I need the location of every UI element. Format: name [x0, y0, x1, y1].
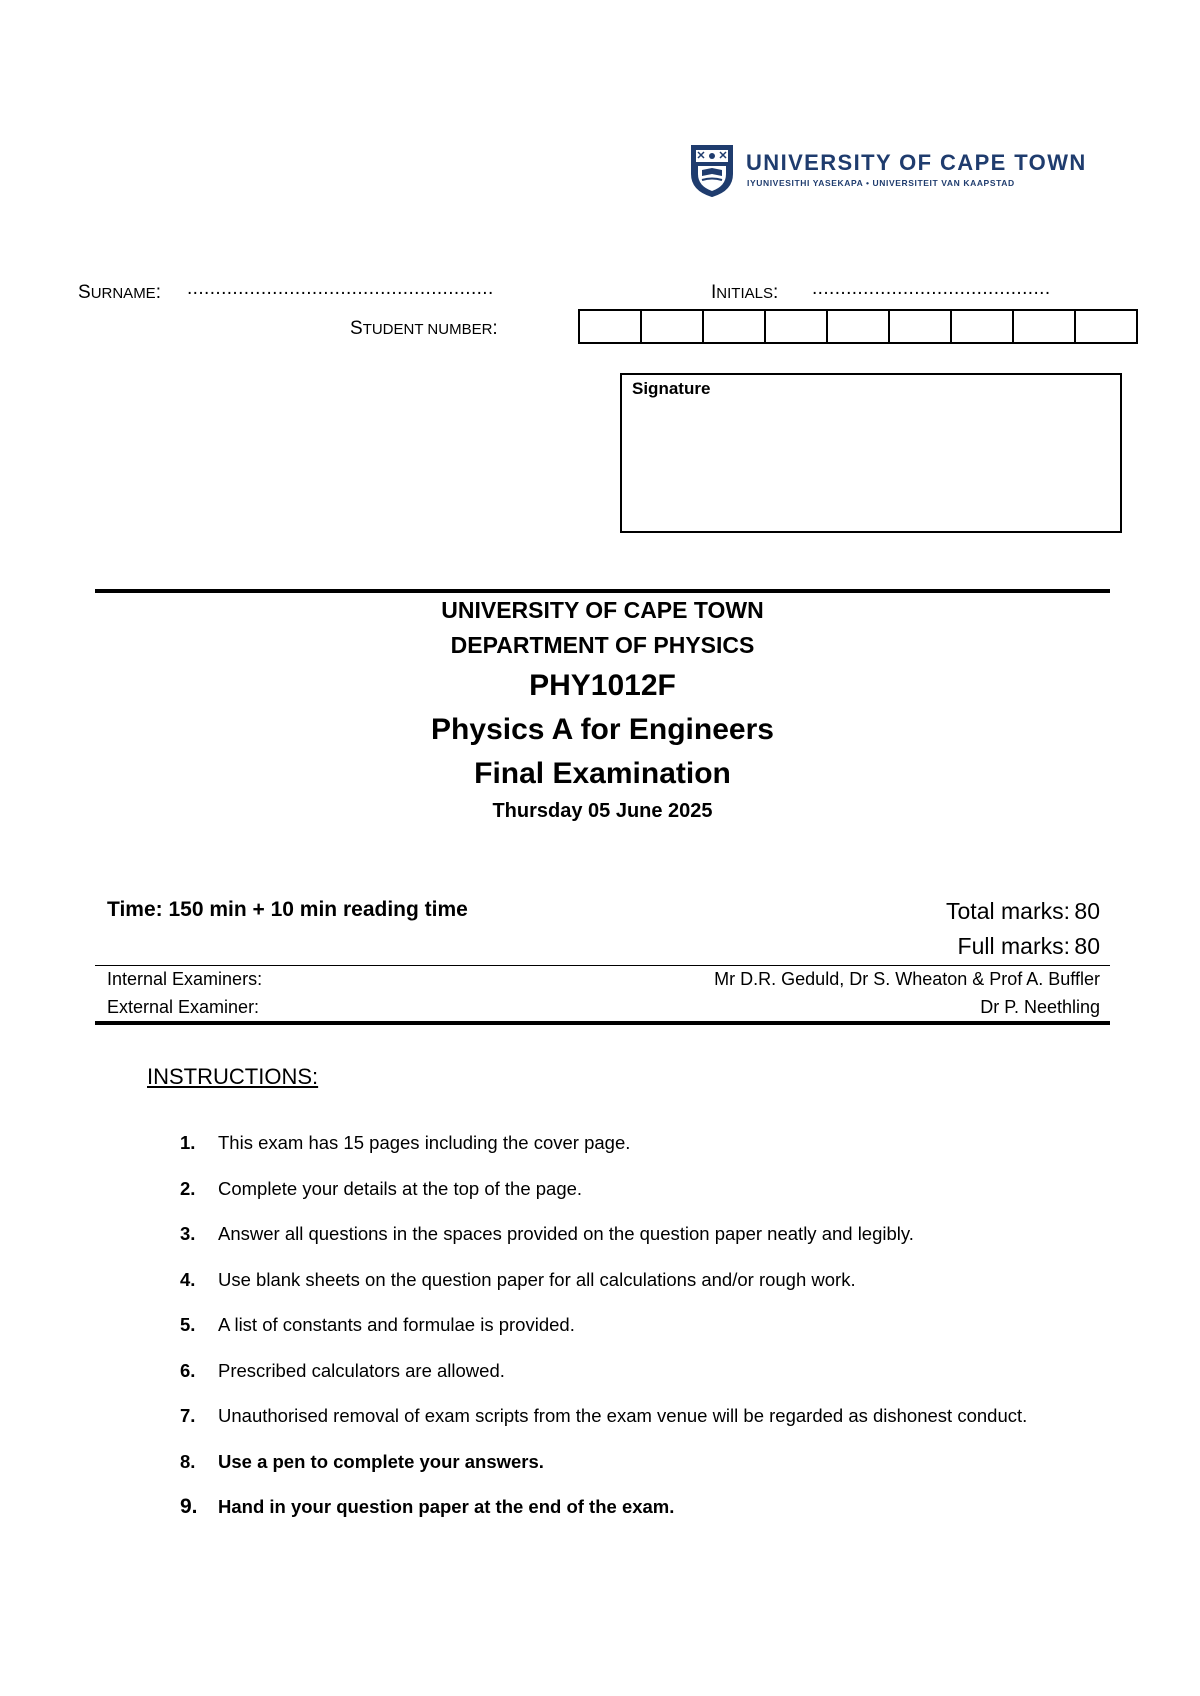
student-number-cell[interactable]	[1014, 311, 1076, 342]
header-top-rule	[95, 589, 1110, 593]
university-name: UNIVERSITY OF CAPE TOWN	[441, 597, 764, 623]
exam-date: Thursday 05 June 2025	[492, 800, 713, 822]
surname-label: SURNAME:	[78, 282, 161, 303]
signature-label: Signature	[632, 379, 711, 398]
list-item: 4. Use blank sheets on the question paper for all calculations and/or rough work.	[180, 1268, 856, 1290]
student-number-cell[interactable]	[1076, 311, 1136, 342]
list-item: 5. A list of constants and formulae is provided.	[180, 1314, 575, 1335]
initials-field[interactable]: ..........................................	[812, 278, 1051, 299]
marks-divider	[95, 965, 1110, 966]
list-item: 8. Use a pen to complete your answers.	[180, 1450, 544, 1472]
student-number-cell[interactable]	[642, 311, 704, 342]
course-title: Physics A for Engineers	[431, 713, 774, 746]
exam-type: Final Examination	[474, 757, 731, 790]
course-code: PHY1012F	[529, 669, 676, 702]
instructions-list	[180, 1128, 1060, 1538]
signature-box[interactable]	[620, 373, 1122, 533]
total-marks-value: 80	[1074, 898, 1100, 924]
university-logo	[690, 144, 1087, 200]
internal-examiners-names: Mr D.R. Geduld, Dr S. Wheaton & Prof A. Buffler	[714, 969, 1100, 989]
initials-label: INITIALS:	[711, 282, 779, 303]
list-item: 6. Prescribed calculators are allowed.	[180, 1359, 505, 1381]
total-marks-label: Total marks:	[946, 898, 1070, 924]
logo-title: UNIVERSITY OF CAPE TOWN	[746, 150, 1087, 175]
list-item: 9. Hand in your question paper at the end of the exam.	[180, 1495, 675, 1518]
list-item: 2. Complete your details at the top of the page.	[180, 1177, 583, 1199]
logo-subtitle: IYUNIVESITHI YASEKAPA • UNIVERSITEIT VAN KAAPSTAD	[747, 178, 1015, 188]
list-item: 3. Answer all questions in the spaces provided on the question paper neatly and legibly.	[180, 1223, 914, 1244]
full-marks-label: Full marks:	[957, 933, 1070, 959]
list-item: 1. This exam has 15 pages including the cover page.	[180, 1132, 631, 1153]
external-examiner-label: External Examiner:	[107, 997, 260, 1017]
full-marks-value: 80	[1074, 933, 1100, 959]
external-examiner-name: Dr P. Neethling	[980, 997, 1100, 1017]
header-bottom-rule	[95, 1021, 1110, 1025]
department-name: DEPARTMENT OF PHYSICS	[450, 632, 755, 658]
surname-field[interactable]: ......................................................	[187, 278, 494, 299]
student-number-cell[interactable]	[580, 311, 642, 342]
student-number-cell[interactable]	[828, 311, 890, 342]
list-item: 7. Unauthorised removal of exam scripts from the exam venue will be regarded as dishonest conduct.	[180, 1405, 1028, 1426]
university-crest-icon	[690, 144, 734, 198]
student-number-cell[interactable]	[704, 311, 766, 342]
student-number-cell[interactable]	[766, 311, 828, 342]
student-number-cell[interactable]	[952, 311, 1014, 342]
exam-time: Time: 150 min + 10 min reading time	[107, 898, 468, 921]
student-number-label: STUDENT NUMBER:	[350, 318, 498, 339]
student-number-cell[interactable]	[890, 311, 952, 342]
internal-examiners-label: Internal Examiners:	[107, 969, 263, 989]
student-number-grid	[578, 309, 1138, 344]
instructions-heading: INSTRUCTIONS:	[147, 1064, 319, 1089]
